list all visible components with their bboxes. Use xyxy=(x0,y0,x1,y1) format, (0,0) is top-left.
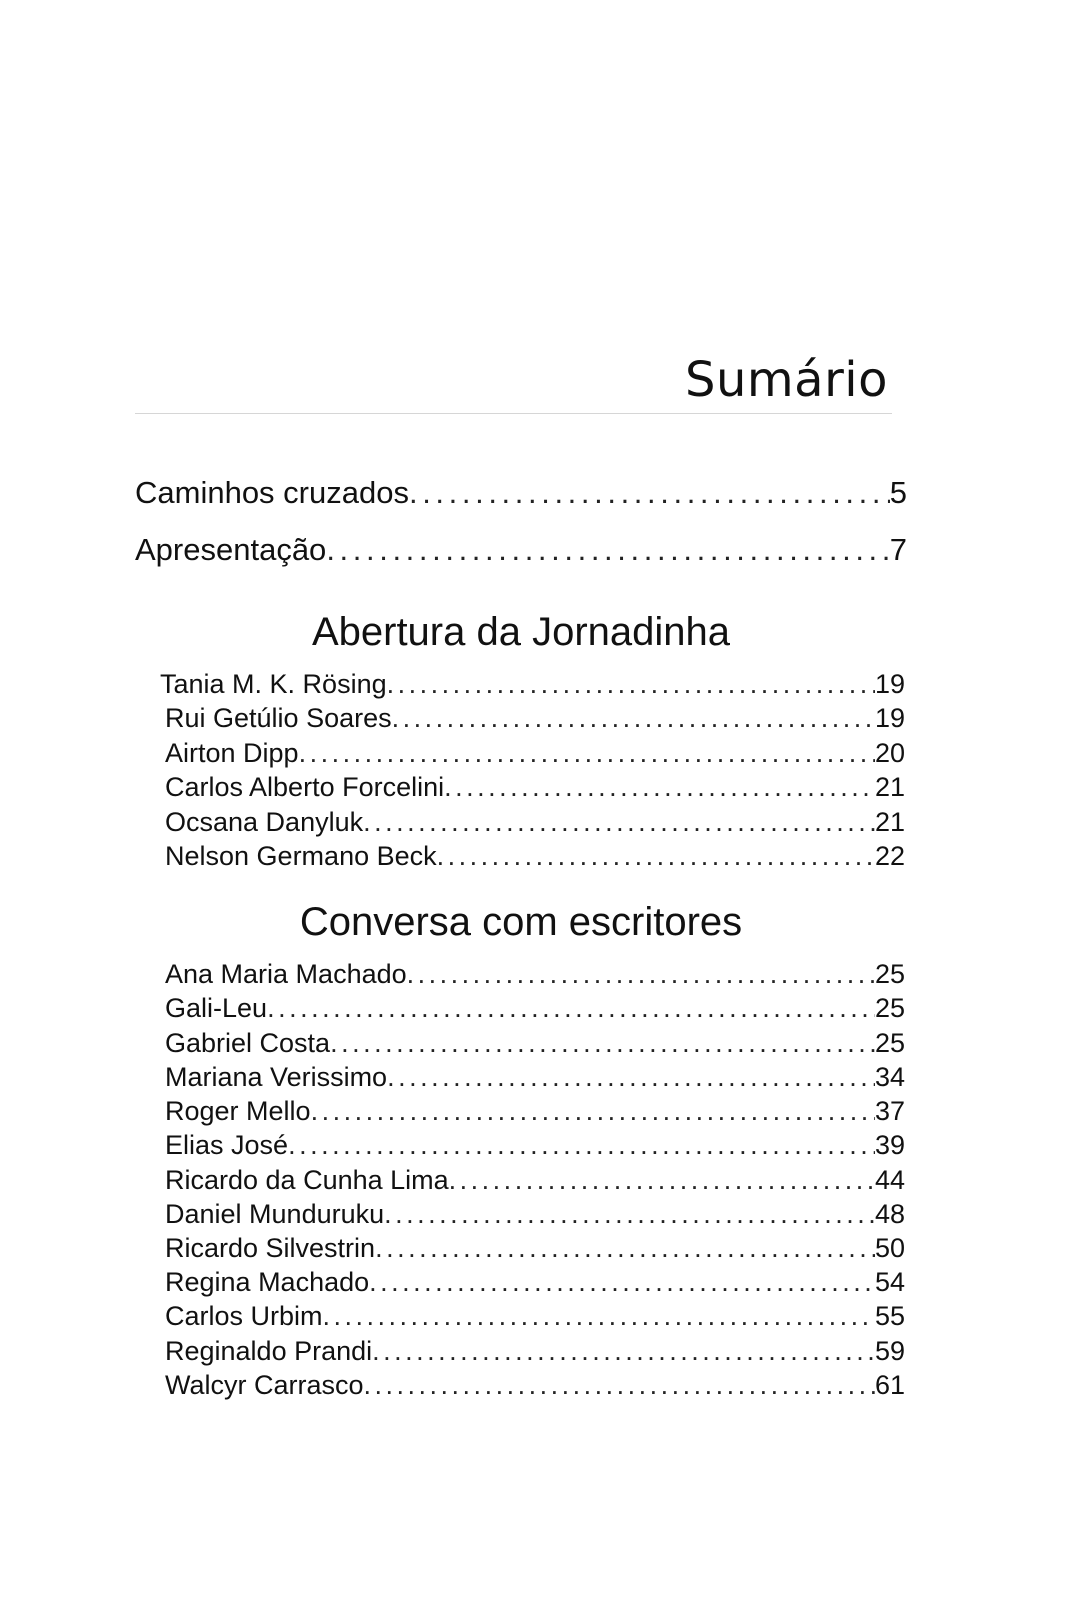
toc-entry-page: 48 xyxy=(874,1199,905,1229)
toc-entry-page: 25 xyxy=(874,1028,905,1058)
toc-entry-label: Mariana Verissimo xyxy=(165,1062,388,1092)
dot-leader xyxy=(288,1130,875,1161)
toc-entry-label: Regina Machado xyxy=(165,1267,370,1297)
dot-leader xyxy=(323,1301,875,1332)
dot-leader xyxy=(372,1336,875,1367)
toc-entry-label: Roger Mello xyxy=(165,1096,311,1126)
toc-entry[interactable] xyxy=(165,1130,905,1161)
toc-entry-label: Ricardo Silvestrin xyxy=(165,1233,376,1263)
toc-entry-label: Airton Dipp xyxy=(165,738,299,768)
dot-leader xyxy=(311,1096,875,1127)
dot-leader xyxy=(299,738,875,769)
toc-entry-page: 37 xyxy=(874,1096,905,1126)
dot-leader xyxy=(326,532,889,568)
toc-entry-label: Ana Maria Machado xyxy=(165,959,407,989)
toc-entry-label: Walcyr Carrasco xyxy=(165,1370,364,1400)
section-heading: Conversa com escritores xyxy=(299,900,743,944)
toc-entry-label: Gabriel Costa xyxy=(165,1028,331,1058)
toc-entry-page: 59 xyxy=(874,1336,905,1366)
dot-leader xyxy=(437,841,875,872)
toc-entry[interactable] xyxy=(135,475,907,511)
toc-entry-label: Nelson Germano Beck xyxy=(165,841,437,871)
toc-entry-page: 19 xyxy=(874,703,905,733)
page-title: Sumário xyxy=(685,352,888,408)
toc-entry[interactable] xyxy=(165,1062,905,1093)
toc-entry-label: Reginaldo Prandi xyxy=(165,1336,373,1366)
toc-entry-page: 19 xyxy=(874,669,905,699)
dot-leader xyxy=(387,1062,875,1093)
toc-entry-label: Caminhos cruzados xyxy=(135,475,409,510)
toc-entry[interactable] xyxy=(135,532,907,568)
toc-entry[interactable] xyxy=(160,669,905,700)
dot-leader xyxy=(375,1233,875,1264)
toc-entry-page: 21 xyxy=(874,807,905,837)
toc-entry-page: 44 xyxy=(874,1165,905,1195)
toc-entry-page: 7 xyxy=(889,532,907,567)
toc-entry-label: Elias José xyxy=(165,1130,289,1160)
toc-entry[interactable] xyxy=(165,772,905,803)
toc-entry-label: Rui Getúlio Soares xyxy=(165,703,392,733)
dot-leader xyxy=(444,772,875,803)
toc-entry-page: 39 xyxy=(874,1130,905,1160)
dot-leader xyxy=(330,1028,875,1059)
toc-entry-page: 25 xyxy=(874,959,905,989)
toc-entry[interactable] xyxy=(165,1199,905,1230)
dot-leader xyxy=(449,1165,875,1196)
toc-entry-label: Daniel Munduruku xyxy=(165,1199,385,1229)
toc-entry-page: 54 xyxy=(874,1267,905,1297)
toc-entry-page: 55 xyxy=(874,1301,905,1331)
toc-entry[interactable] xyxy=(165,1233,905,1264)
toc-entry[interactable] xyxy=(165,959,905,990)
toc-entry[interactable] xyxy=(165,738,905,769)
toc-entry-page: 20 xyxy=(874,738,905,768)
toc-entry[interactable] xyxy=(165,841,905,872)
toc-entry[interactable] xyxy=(165,1267,905,1298)
toc-entry-label: Carlos Alberto Forcelini xyxy=(165,772,445,802)
toc-entry[interactable] xyxy=(165,993,905,1024)
toc-entry-page: 25 xyxy=(874,993,905,1023)
toc-entry[interactable] xyxy=(165,1096,905,1127)
toc-entry[interactable] xyxy=(165,1028,905,1059)
toc-entry-page: 61 xyxy=(874,1370,905,1400)
toc-entry-label: Tania M. K. Rösing xyxy=(160,669,387,699)
toc-entry-label: Gali-Leu xyxy=(165,993,268,1023)
toc-entry-page: 34 xyxy=(874,1062,905,1092)
toc-entry[interactable] xyxy=(165,703,905,734)
dot-leader xyxy=(392,703,875,734)
toc-entry-page: 22 xyxy=(874,841,905,871)
dot-leader xyxy=(267,993,875,1024)
toc-entry[interactable] xyxy=(165,1301,905,1332)
title-rule xyxy=(135,413,892,414)
toc-entry-label: Carlos Urbim xyxy=(165,1301,323,1331)
toc-entry[interactable] xyxy=(165,1336,905,1367)
dot-leader xyxy=(364,1370,875,1401)
dot-leader xyxy=(409,475,890,511)
toc-entry-page: 50 xyxy=(874,1233,905,1263)
toc-entry-label: Ocsana Danyluk xyxy=(165,807,364,837)
dot-leader xyxy=(384,1199,875,1230)
toc-entry-label: Ricardo da Cunha Lima xyxy=(165,1165,449,1195)
dot-leader xyxy=(387,669,875,700)
toc-entry-page: 21 xyxy=(874,772,905,802)
dot-leader xyxy=(363,807,875,838)
dot-leader xyxy=(407,959,875,990)
toc-entry[interactable] xyxy=(165,1370,905,1401)
dot-leader xyxy=(369,1267,875,1298)
toc-entry[interactable] xyxy=(165,807,905,838)
toc-entry-page: 5 xyxy=(889,475,907,510)
toc-entry-label: Apresentação xyxy=(135,532,327,567)
section-heading: Abertura da Jornadinha xyxy=(311,610,731,654)
toc-entry[interactable] xyxy=(165,1165,905,1196)
